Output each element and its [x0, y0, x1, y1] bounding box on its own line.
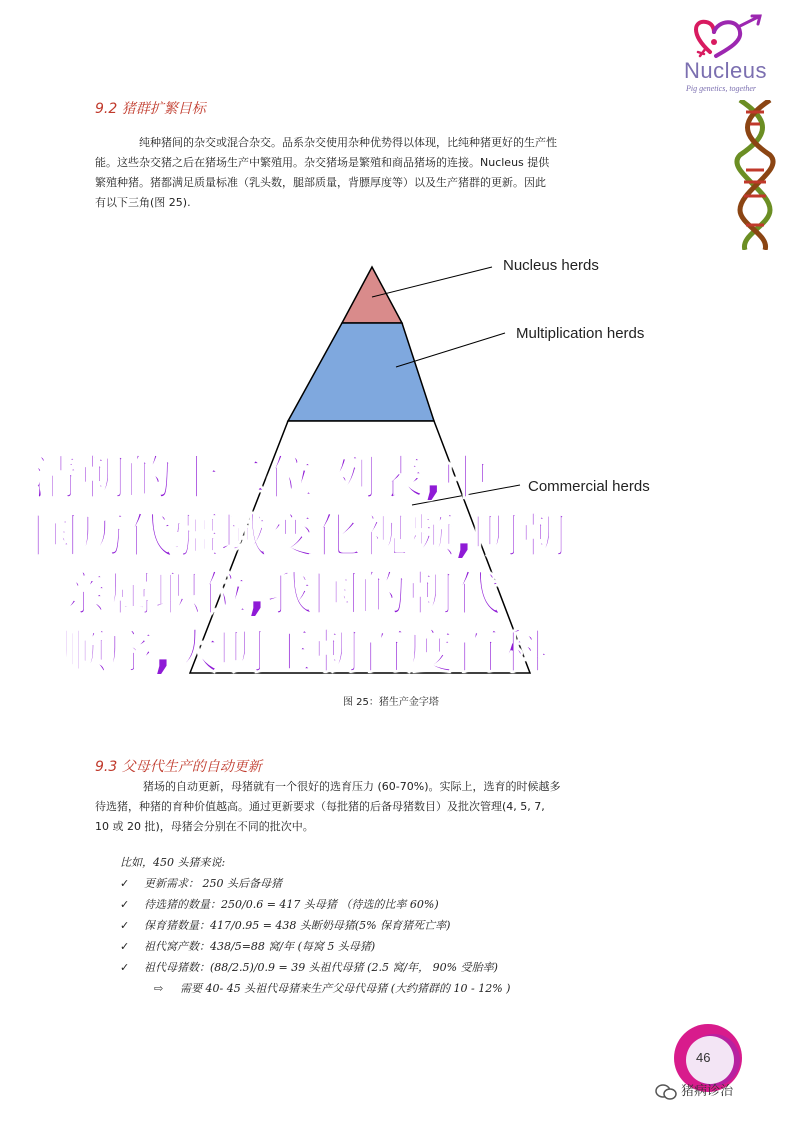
section-9-2-body	[95, 133, 700, 213]
pyramid-tier-multiplication	[288, 323, 434, 421]
check-icon: ✓	[120, 877, 130, 890]
wechat-watermark	[655, 1080, 733, 1101]
list-subitem-text: 需要 40- 45 头祖代母猪来生产父母代母猪 (大约猪群的 10 - 12% )	[180, 982, 511, 995]
list-item-text: 祖代母猪数：(88/2.5)/0.9 = 39 头祖代母猪 (2.5 窝/年， 90% 受胎率)	[144, 961, 498, 974]
arrow-right-icon: ⇨	[154, 982, 164, 995]
overlay-line: 清朝的十二位 列表,中	[32, 451, 490, 506]
wechat-icon	[655, 1083, 677, 1101]
check-icon: ✓	[120, 940, 130, 953]
list-item	[120, 957, 510, 978]
list-item	[120, 936, 510, 957]
check-icon: ✓	[120, 919, 130, 932]
label-multiplication-herds: Multiplication herds	[516, 325, 645, 342]
list-item-text: 保育猪数量：417/0.95 = 438 头断奶母猪(5% 保育猪死亡率)	[144, 919, 451, 932]
section-title-9-2: 9.2 猪群扩繁目标	[95, 101, 206, 117]
list-subitem	[120, 978, 510, 999]
list-item-text: 祖代窝产数：438/5=88 窝/年 (每窝 5 头母猪)	[144, 940, 376, 953]
calculation-example	[120, 852, 510, 999]
body-line: 有以下三角(图 25).	[95, 196, 191, 209]
heart-logo-icon	[680, 12, 780, 62]
label-commercial-herds: Commercial herds	[528, 478, 650, 495]
section-title-9-3: 9.3 父母代生产的自动更新	[95, 759, 262, 775]
body-line: 待选猪，种猪的育种价值越高。通过更新要求（每批猪的后备母猪数目）及批次管理(4, 5, 7,	[95, 800, 545, 813]
list-item	[120, 915, 510, 936]
list-item-text: 更新需求： 250 头后备母猪	[144, 877, 282, 890]
overlay-line: 顺序,大明王朝百度百科	[60, 625, 548, 680]
list-item	[120, 873, 510, 894]
body-line: 能。这些杂交猪之后在猪场生产中繁殖用。杂交猪场是繁殖和商品猪场的连接。Nucleus 提供	[95, 156, 550, 169]
wechat-account-name: 猪病诊治	[681, 1084, 734, 1099]
logo-wordmark: Nucleus	[684, 58, 767, 83]
body-line: 纯种猪间的杂交或混合杂交。品系杂交使用杂种优势得以体现，比纯种猪更好的生产性	[139, 136, 557, 149]
body-line: 猪场的自动更新，母猪就有一个很好的选育压力 (60-70%)。实际上，选育的时候越多	[143, 780, 561, 793]
check-icon: ✓	[120, 961, 130, 974]
example-intro: 比如，450 头猪来说:	[120, 856, 226, 869]
page-number: 46	[696, 1050, 711, 1065]
body-line: 繁殖种猪。猪都满足质量标准（乳头数，腿部质量，背膘厚度等）以及生产猪群的更新。因此	[95, 176, 546, 189]
check-icon: ✓	[120, 898, 130, 911]
pyramid-tier-nucleus	[342, 267, 402, 323]
figure-caption: 图 25：猪生产金字塔	[343, 697, 439, 708]
nucleus-logo	[680, 12, 780, 97]
list-item	[120, 894, 510, 915]
body-line: 10 或 20 批)，母猪会分别在不同的批次中。	[95, 820, 314, 833]
list-item-text: 待选猪的数量：250/0.6 = 417 头母猪 （待选的比率 60%)	[144, 898, 439, 911]
overlay-line: 国历代疆域变化视频,明朝	[32, 509, 567, 564]
overlay-headline	[32, 450, 567, 682]
label-nucleus-herds: Nucleus herds	[503, 257, 599, 274]
dna-helix-icon	[730, 100, 780, 250]
overlay-line: 亲属职位,我国的朝代	[60, 567, 501, 622]
logo-tagline: Pig genetics, together	[686, 84, 756, 93]
section-9-3-body	[95, 777, 705, 837]
